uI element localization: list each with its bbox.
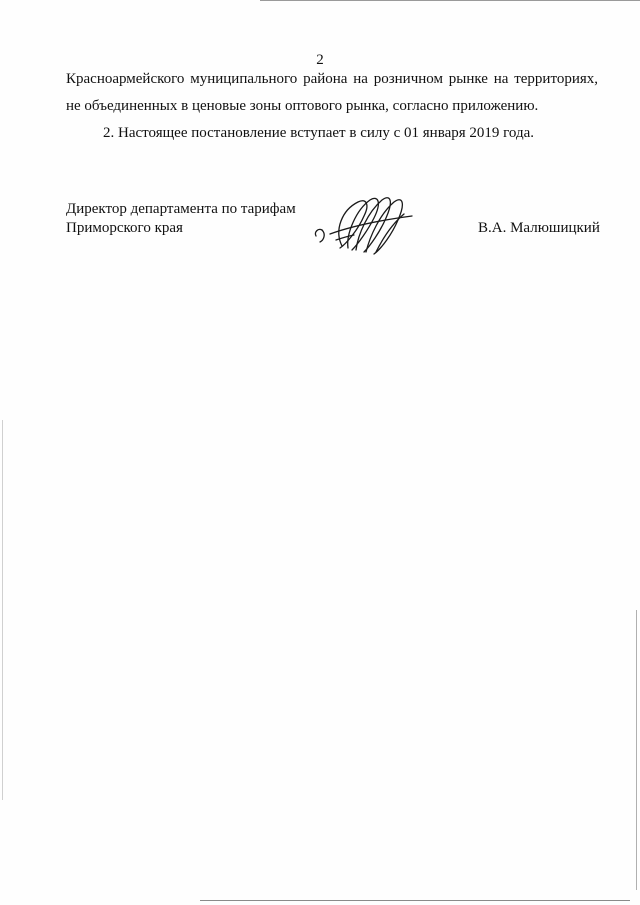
- paragraph-line-1: Красноармейского муниципального района на розничном рынке на территориях,: [66, 71, 598, 87]
- signatory-name: В.А. Малюшицкий: [478, 220, 600, 236]
- handwritten-signature: [312, 190, 416, 262]
- scan-edge-top: [260, 0, 640, 1]
- scan-edge-right: [636, 610, 637, 890]
- paragraph-line-2: не объединенных в ценовые зоны оптового рынка, согласно приложению.: [66, 98, 539, 114]
- page-number: 2: [316, 52, 324, 68]
- scan-edge-bottom: [200, 900, 630, 901]
- scan-edge-left: [2, 420, 3, 800]
- signatory-position-line-1: Директор департамента по тарифам: [66, 201, 296, 217]
- signatory-position-line-2: Приморского края: [66, 220, 183, 236]
- item-2-text: 2. Настоящее постановление вступает в силу с 01 января 2019 года.: [103, 125, 535, 141]
